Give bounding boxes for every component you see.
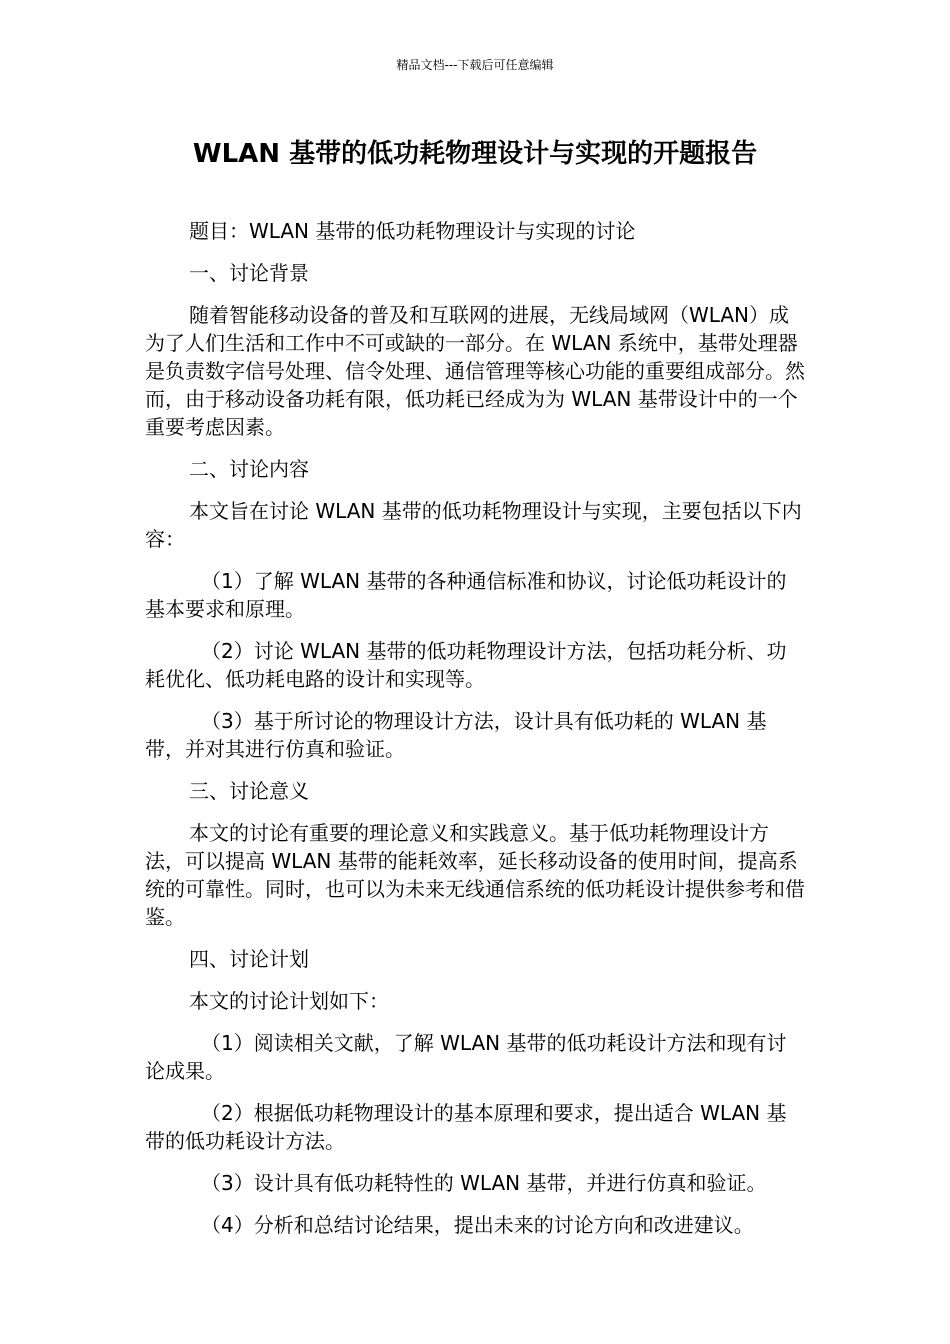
content-list-item: （2）讨论 WLAN 基带的低功耗物理设计方法，包括功耗分析、功耗优化、低功耗电路的设计和实现等。 bbox=[145, 639, 787, 691]
document-title: WLAN 基带的低功耗物理设计与实现的开题报告 bbox=[192, 139, 758, 169]
topic-line: 题目：WLAN 基带的低功耗物理设计与实现的讨论 bbox=[189, 219, 636, 243]
section-heading-plan: 四、讨论计划 bbox=[189, 947, 309, 971]
page-header: 精品文档---下载后可任意编辑 bbox=[396, 58, 554, 72]
plan-list-item: （4）分析和总结讨论结果，提出未来的讨论方向和改进建议。 bbox=[201, 1213, 754, 1237]
plan-intro-paragraph: 本文的讨论计划如下： bbox=[189, 989, 389, 1013]
section-heading-content: 二、讨论内容 bbox=[189, 457, 309, 481]
background-paragraph: 随着智能移动设备的普及和互联网的进展，无线局域网（WLAN）成为了人们生活和工作中不可或缺的一部分。在 WLAN 系统中，基带处理器是负责数字信号处理、信令处理、通信管理等核心功能的重要组成部分。然而，由于移动设备功耗有限，低功耗已经成为为 WLAN 基带设计中的一个重要考虑因素。 bbox=[145, 303, 805, 439]
section-heading-background: 一、讨论背景 bbox=[189, 261, 309, 285]
plan-list-item: （2）根据低功耗物理设计的基本原理和要求，提出适合 WLAN 基带的低功耗设计方法。 bbox=[145, 1101, 787, 1153]
content-list-item: （1）了解 WLAN 基带的各种通信标准和协议，讨论低功耗设计的基本要求和原理。 bbox=[145, 569, 787, 621]
plan-list-item: （1）阅读相关文献，了解 WLAN 基带的低功耗设计方法和现有讨论成果。 bbox=[145, 1031, 787, 1083]
content-list-item: （3）基于所讨论的物理设计方法，设计具有低功耗的 WLAN 基带，并对其进行仿真和验证。 bbox=[145, 709, 767, 761]
plan-list-item: （3）设计具有低功耗特性的 WLAN 基带，并进行仿真和验证。 bbox=[201, 1171, 767, 1195]
section-heading-significance: 三、讨论意义 bbox=[189, 779, 309, 803]
document-body bbox=[145, 217, 805, 1253]
content-intro-paragraph: 本文旨在讨论 WLAN 基带的低功耗物理设计与实现，主要包括以下内容： bbox=[145, 499, 802, 551]
significance-paragraph: 本文的讨论有重要的理论意义和实践意义。基于低功耗物理设计方法，可以提高 WLAN 基带的能耗效率，延长移动设备的使用时间，提高系统的可靠性。同时，也可以为未来无线通信系统的低功耗设计提供参考和借鉴。 bbox=[145, 821, 805, 929]
